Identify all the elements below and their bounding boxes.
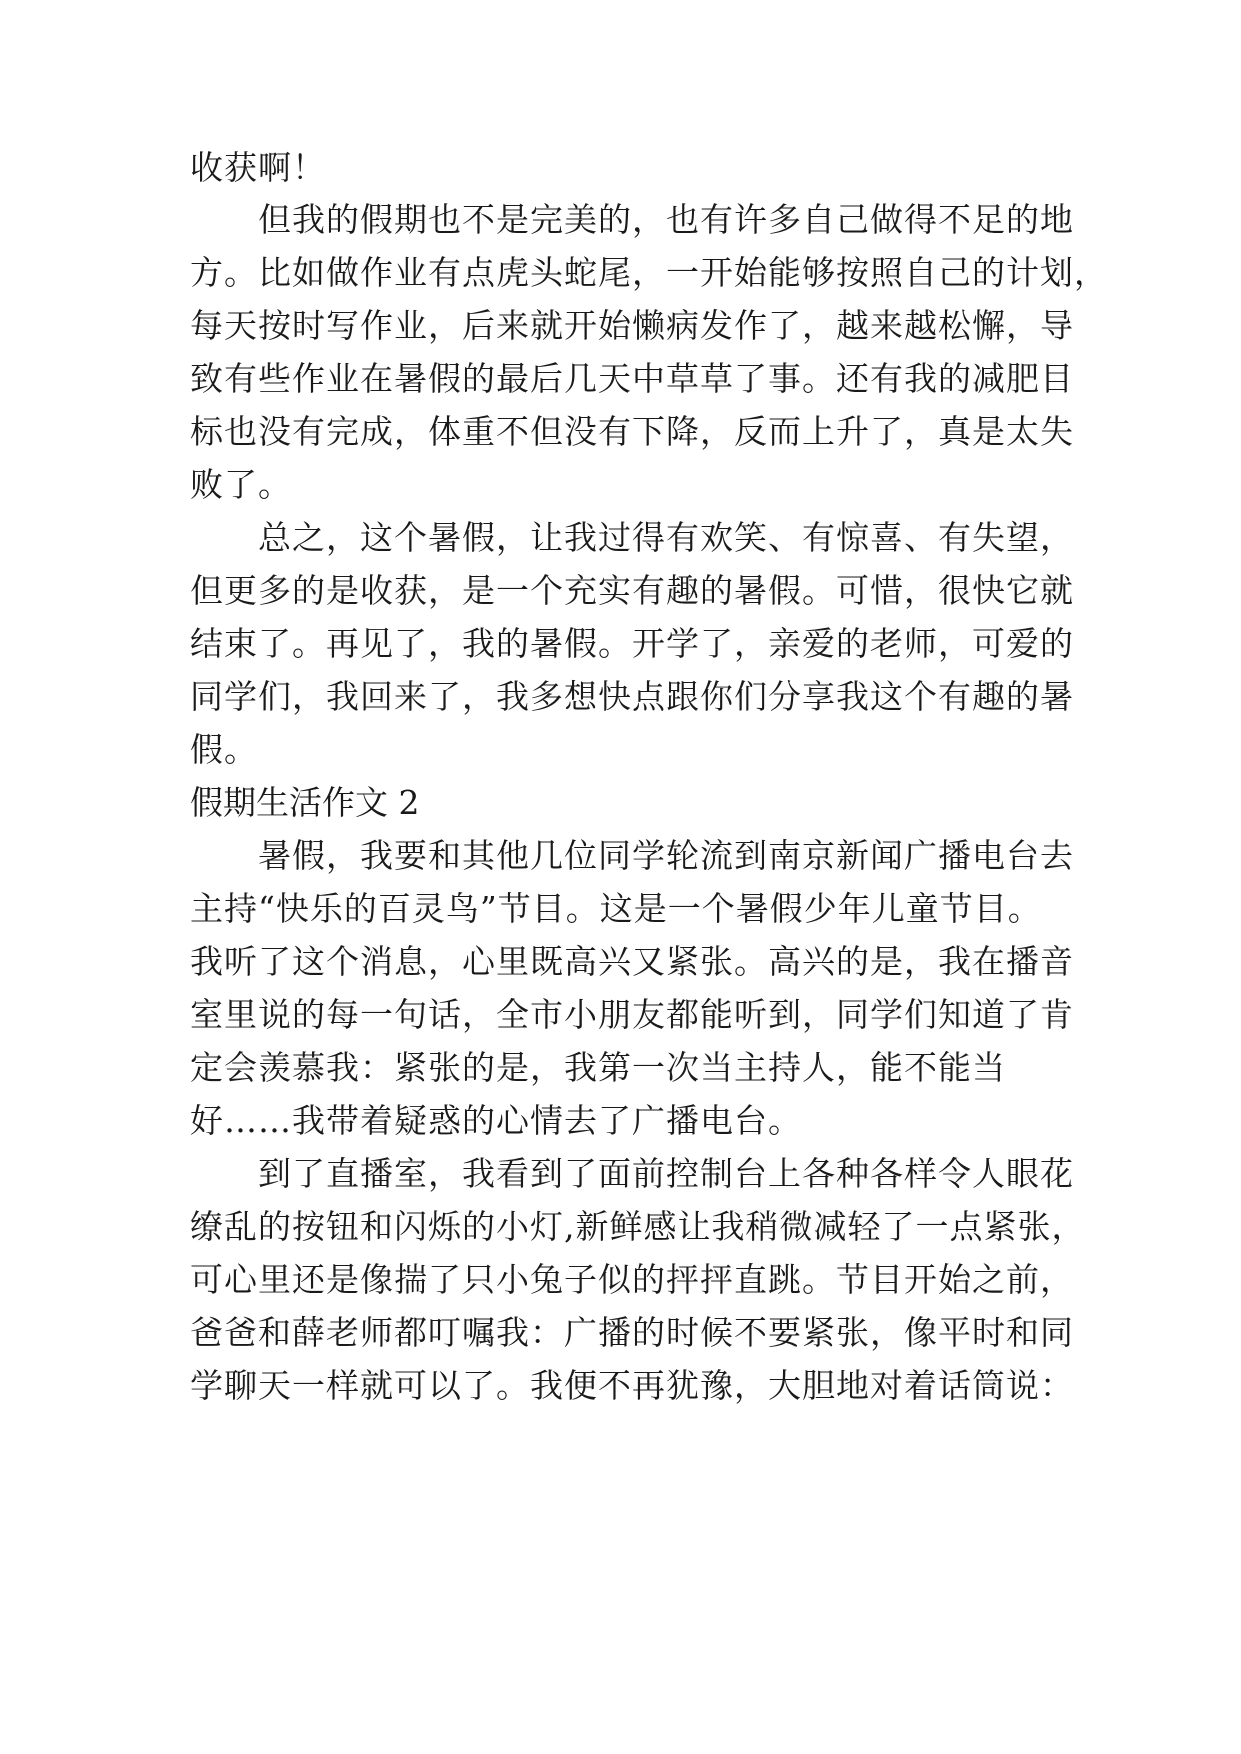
text-line: 同学们，我回来了，我多想快点跟你们分享我这个有趣的暑: [190, 677, 1074, 716]
text-line: 我听了这个消息，心里既高兴又紧张。高兴的是，我在播音: [190, 942, 1074, 981]
text-line: 收获啊！: [190, 148, 326, 187]
text-line: 假。: [190, 730, 258, 769]
text-line: 定会羡慕我：紧张的是，我第一次当主持人，能不能当: [190, 1048, 1006, 1087]
text-line: 每天按时写作业，后来就开始懒病发作了，越来越松懈，导: [190, 306, 1074, 345]
paragraph-first-line: 但我的假期也不是完美的，也有许多自己做得不足的地: [258, 200, 1074, 239]
text-line: 败了。: [190, 465, 292, 504]
text-line: 学聊天一样就可以了。我便不再犹豫，大胆地对着话筒说：: [190, 1366, 1074, 1405]
text-line: 可心里还是像揣了只小兔子似的抨抨直跳。节目开始之前，: [190, 1260, 1074, 1299]
text-line: 结束了。再见了，我的暑假。开学了，亲爱的老师，可爱的: [190, 624, 1074, 663]
text-line: 室里说的每一句话，全市小朋友都能听到，同学们知道了肯: [190, 995, 1074, 1034]
paragraph-first-line: 到了直播室，我看到了面前控制台上各种各样令人眼花: [258, 1154, 1074, 1193]
text-line: 标也没有完成，体重不但没有下降，反而上升了，真是太失: [190, 412, 1074, 451]
text-line: 但更多的是收获，是一个充实有趣的暑假。可惜，很快它就: [190, 571, 1074, 610]
text-line: 方。比如做作业有点虎头蛇尾，一开始能够按照自己的计划，: [190, 253, 1108, 292]
text-line: 爸爸和薛老师都叮嘱我：广播的时候不要紧张，像平时和同: [190, 1313, 1074, 1352]
text-line: 致有些作业在暑假的最后几天中草草了事。还有我的减肥目: [190, 359, 1074, 398]
paragraph-first-line: 暑假，我要和其他几位同学轮流到南京新闻广播电台去: [258, 836, 1074, 875]
text-line: 好……我带着疑惑的心情去了广播电台。: [190, 1101, 802, 1140]
section-title: 假期生活作文 2: [190, 783, 420, 822]
text-line: 缭乱的按钮和闪烁的小灯,新鲜感让我稍微减轻了一点紧张，: [190, 1207, 1086, 1246]
paragraph-first-line: 总之，这个暑假，让我过得有欢笑、有惊喜、有失望，: [258, 518, 1074, 557]
text-line: 主持“快乐的百灵鸟”节目。这是一个暑假少年儿童节目。: [190, 889, 1042, 928]
